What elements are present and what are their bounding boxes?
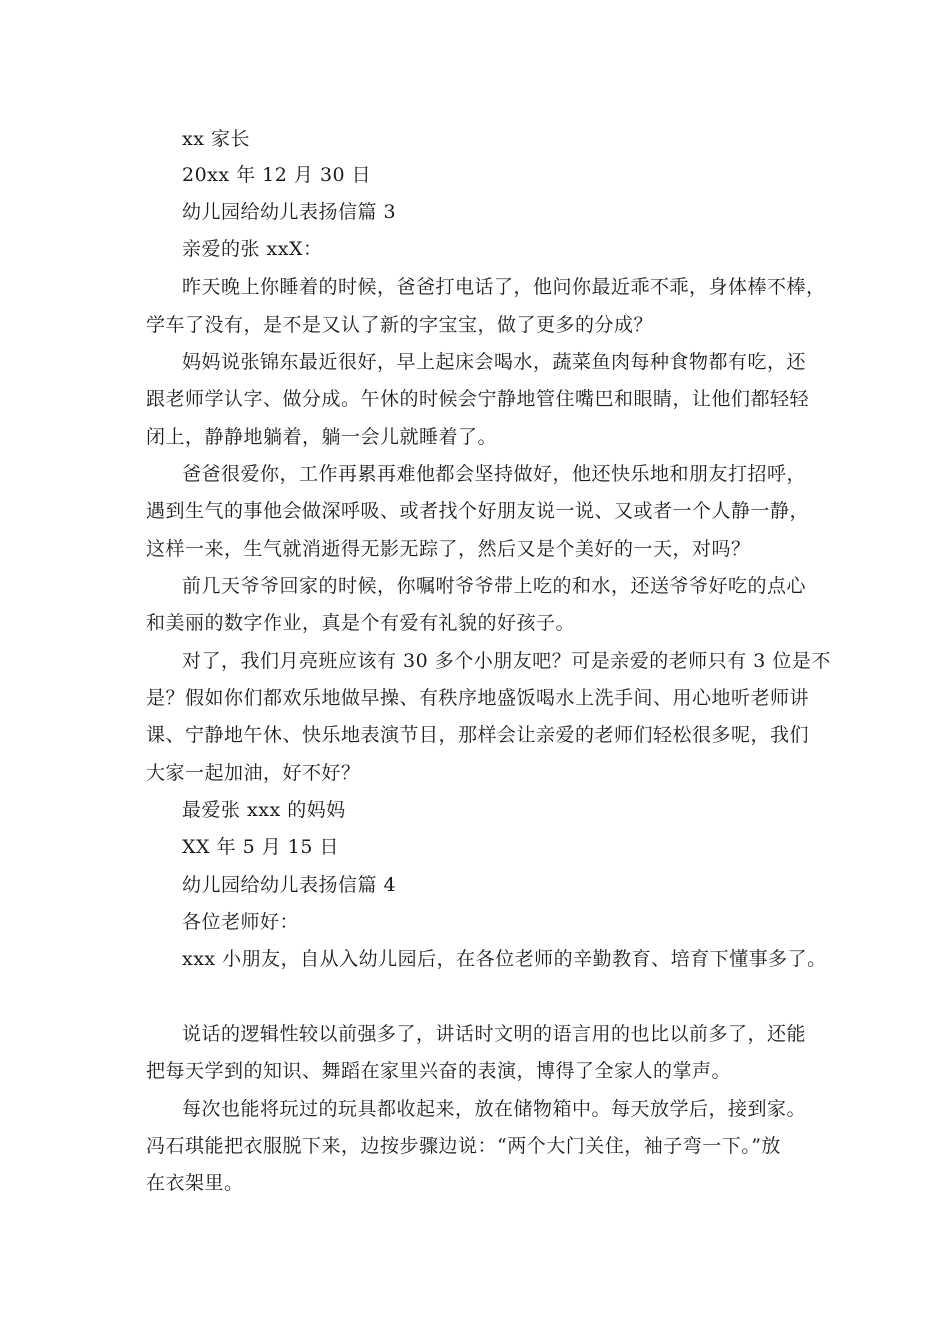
signature-line: 最爱张 xxx 的妈妈 — [182, 799, 346, 821]
paragraph-line: 妈妈说张锦东最近很好，早上起床会喝水，蔬菜鱼肉每种食物都有吃，还 — [182, 351, 807, 373]
paragraph-line: 前几天爷爷回家的时候，你嘱咐爷爷带上吃的和水，还送爷爷好吃的点心 — [182, 575, 807, 597]
paragraph-line: 大家一起加油，好不好？ — [146, 762, 361, 784]
salutation: 亲爱的张 xxX： — [182, 238, 323, 260]
paragraph-line: 冯石琪能把衣服脱下来，边按步骤边说：“两个大门关住，袖子弯一下。”放 — [146, 1135, 781, 1157]
paragraph-line: 昨天晚上你睡着的时候，爸爸打电话了，他问你最近乖不乖，身体棒不棒， — [182, 276, 826, 298]
section-heading: 幼儿园给幼儿表扬信篇 4 — [182, 874, 397, 896]
paragraph-line: 和美丽的数字作业，真是个有爱有礼貌的好孩子。 — [146, 612, 576, 634]
paragraph-line: 闭上，静静地躺着，躺一会儿就睡着了。 — [146, 426, 498, 448]
paragraph-line: 对了，我们月亮班应该有 30 多个小朋友吧？可是亲爱的老师只有 3 位是不 — [182, 650, 831, 672]
date-line: 20xx 年 12 月 30 日 — [182, 164, 372, 186]
paragraph-line: 这样一来，生气就消逝得无影无踪了，然后又是个美好的一天，对吗？ — [146, 538, 751, 560]
paragraph-line: 跟老师学认字、做分成。午休的时候会宁静地管住嘴巴和眼睛，让他们都轻轻 — [146, 388, 810, 410]
salutation: 各位老师好： — [182, 911, 300, 933]
paragraph-line: 爸爸很爱你，工作再累再难他都会坚持做好，他还快乐地和朋友打招呼， — [182, 463, 807, 485]
section-heading: 幼儿园给幼儿表扬信篇 3 — [182, 201, 397, 223]
paragraph-line: 遇到生气的事他会做深呼吸、或者找个好朋友说一说、又或者一个人静一静， — [146, 500, 810, 522]
paragraph-line: 学车了没有，是不是又认了新的字宝宝，做了更多的分成？ — [146, 314, 654, 336]
paragraph-line: 说话的逻辑性较以前强多了，讲话时文明的语言用的也比以前多了，还能 — [182, 1023, 807, 1045]
date-line: XX 年 5 月 15 日 — [182, 836, 340, 858]
paragraph-line: 课、宁静地午休、快乐地表演节目，那样会让亲爱的老师们轻松很多呢，我们 — [146, 724, 810, 746]
paragraph-line: 把每天学到的知识、舞蹈在家里兴奋的表演，博得了全家人的掌声。 — [146, 1060, 732, 1082]
paragraph-line: xxx 小朋友，自从入幼儿园后，在各位老师的辛勤教育、培育下懂事多了。 — [182, 948, 827, 970]
paragraph-line: 是？假如你们都欢乐地做早操、有秩序地盛饭喝水上洗手间、用心地听老师讲 — [146, 687, 810, 709]
paragraph-line: 每次也能将玩过的玩具都收起来，放在储物箱中。每天放学后，接到家。 — [182, 1098, 807, 1120]
paragraph-line: 在衣架里。 — [146, 1172, 244, 1194]
signature-line: xx 家长 — [182, 128, 250, 150]
